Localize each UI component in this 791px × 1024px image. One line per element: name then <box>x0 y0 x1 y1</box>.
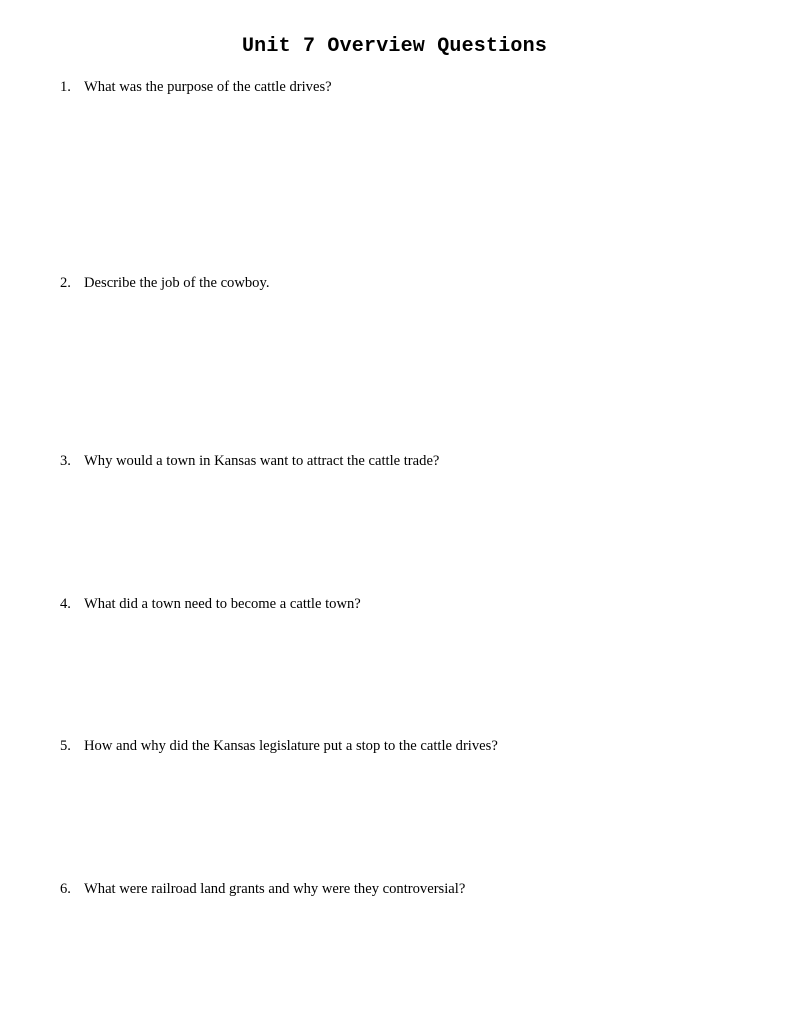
question-item <box>60 78 760 96</box>
question-text: How and why did the Kansas legislature put a stop to the cattle drives? <box>84 738 498 754</box>
question-item <box>60 737 760 755</box>
question-text: Why would a town in Kansas want to attract the cattle trade? <box>84 453 440 469</box>
question-text: What was the purpose of the cattle drives? <box>84 79 332 95</box>
question-text: What were railroad land grants and why were they controversial? <box>84 881 466 897</box>
question-number: 1. <box>60 79 71 95</box>
question-number: 6. <box>60 881 71 897</box>
page-title: Unit 7 Overview Questions <box>241 35 548 58</box>
question-item <box>60 452 760 470</box>
question-item <box>60 880 760 898</box>
question-number: 3. <box>60 453 71 469</box>
question-item <box>60 595 760 613</box>
question-number: 2. <box>60 275 71 291</box>
question-text: Describe the job of the cowboy. <box>84 275 270 291</box>
question-number: 5. <box>60 738 71 754</box>
question-number: 4. <box>60 596 71 612</box>
question-text: What did a town need to become a cattle town? <box>84 596 361 612</box>
question-item <box>60 274 760 292</box>
